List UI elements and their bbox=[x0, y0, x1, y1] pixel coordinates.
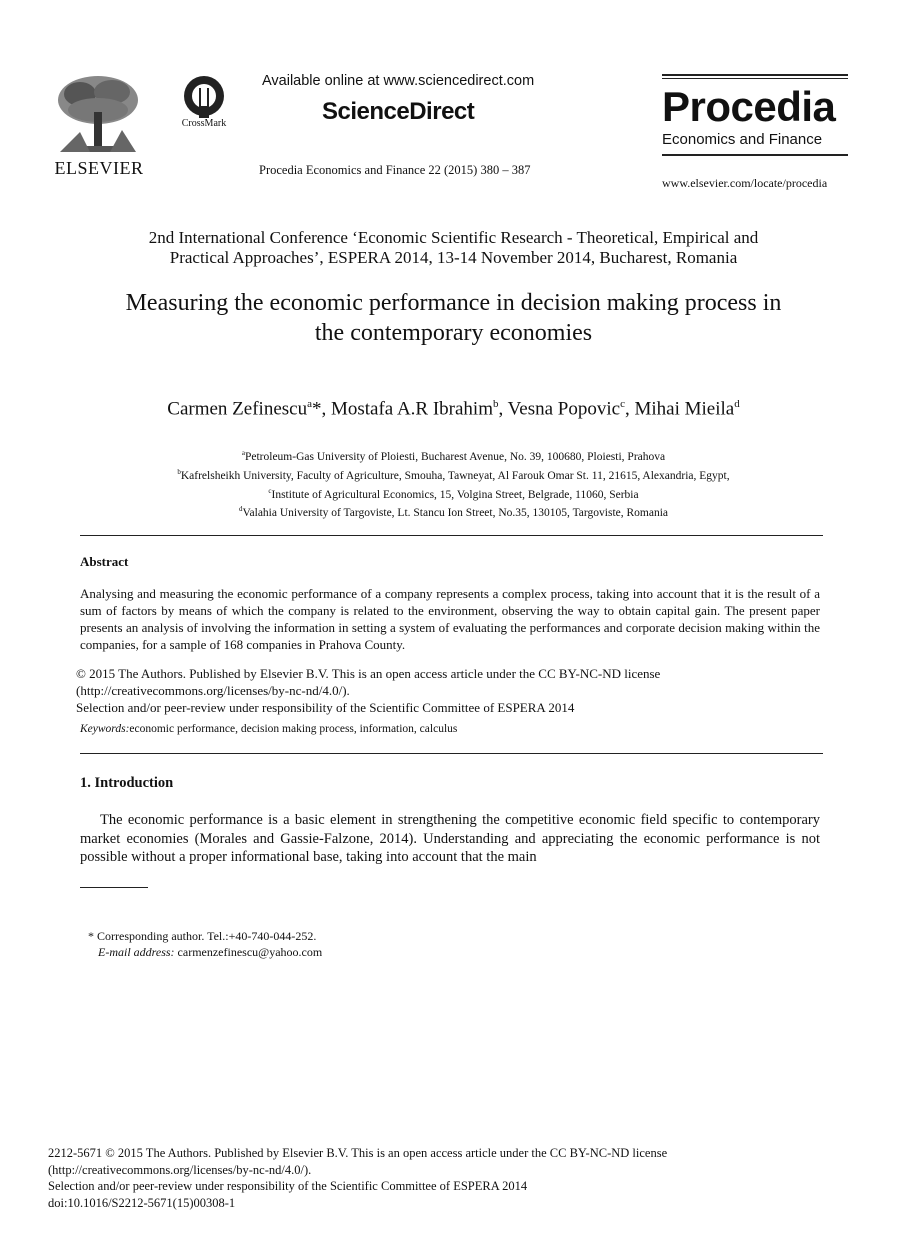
footer-link[interactable]: (http://creativecommons.org/licenses/by-nc-nd/4.0/). bbox=[48, 1162, 312, 1177]
procedia-rule-top2 bbox=[662, 78, 848, 79]
footnote bbox=[88, 928, 322, 960]
crossmark-label: CrossMark bbox=[181, 118, 227, 129]
issn-footer bbox=[48, 1145, 808, 1211]
abstract-rule-top bbox=[80, 535, 823, 536]
title-line: Measuring the economic performance in decision making process in bbox=[125, 290, 782, 316]
license-line: Selection and/or peer-review under responsibility of the Scientific Committee of ESPERA 2014 bbox=[76, 700, 575, 715]
license-link[interactable]: (http://creativecommons.org/licenses/by-nc-nd/4.0/). bbox=[76, 683, 350, 698]
abstract-body: Analysing and measuring the economic performance of a company represents a complex process, taking into account that it is the result of a sum of factors by means of which the company is related to the environment, observing the way to obtain capital gain. The present paper presents an analysis of involving the information in setting a system of evaluating the performances and corporate decision making within the companies, for a sample of 168 companies in Prahova County. bbox=[80, 586, 820, 652]
author-list bbox=[60, 398, 847, 420]
title-line: the contemporary economies bbox=[314, 320, 593, 346]
author-separator: , bbox=[624, 398, 635, 420]
affiliation: $^b$Kafrelsheikh University, Faculty of Agriculture, Smouha, Tawneyat, Al Farouk Omar St. 11, 21615, Alexandria, Egypt, bbox=[177, 467, 730, 482]
author-separator: *, bbox=[311, 398, 331, 420]
keywords-label: Keywords: bbox=[80, 723, 130, 735]
doi[interactable]: doi:10.1016/S2212-5671(15)00308-1 bbox=[48, 1195, 236, 1210]
license-block bbox=[76, 665, 821, 716]
author-affil-mark: b bbox=[493, 398, 499, 410]
affiliation: $^c$Institute of Agricultural Economics, 15, Volgina Street, Belgrade, 11060, Serbia bbox=[268, 486, 639, 501]
section-heading: 1. Introduction bbox=[80, 775, 174, 791]
procedia-rule-bottom bbox=[662, 154, 848, 156]
affiliation-list bbox=[60, 446, 847, 521]
footer-line: Selection and/or peer-review under responsibility of the Scientific Committee of ESPERA 2014 bbox=[48, 1179, 528, 1193]
paper-title bbox=[60, 288, 847, 348]
procedia-subtitle: Economics and Finance bbox=[662, 131, 823, 148]
author-name: Carmen Zefinescu bbox=[167, 398, 308, 420]
elsevier-wordmark: ELSEVIER bbox=[54, 158, 144, 178]
conference-name bbox=[60, 228, 847, 268]
conference-line: Practical Approaches’, ESPERA 2014, 13-14 November 2014, Bucharest, Romania bbox=[169, 248, 738, 267]
footer-line: 2212-5671 © 2015 The Authors. Published by Elsevier B.V. This is an open access article under the CC BY-NC-ND license bbox=[48, 1146, 668, 1160]
author-name: Mihai Mieila bbox=[634, 398, 735, 420]
email-address[interactable]: carmenzefinescu@yahoo.com bbox=[177, 945, 323, 959]
sciencedirect-logo: ScienceDirect bbox=[322, 98, 475, 125]
affiliation: $^a$Petroleum-Gas University of Ploiesti, Bucharest Avenue, No. 39, 100680, Ploiesti, Prahova bbox=[241, 449, 666, 463]
available-online: Available online at www.sciencedirect.com bbox=[262, 73, 535, 89]
journal-reference: Procedia Economics and Finance 22 (2015) 380 – 387 bbox=[259, 163, 531, 177]
section-body: The economic performance is a basic element in strengthening the competitive economic field specific to contemporary market economies (Morales and Gassie-Falzone, 2014). Understanding and appreciating the economic performance is not possible without a proper informational base, taking into account that the main bbox=[80, 812, 820, 865]
author-affil-mark: a bbox=[307, 398, 312, 410]
abstract-rule-bottom bbox=[80, 753, 823, 754]
procedia-logo bbox=[662, 74, 848, 158]
footnote-rule bbox=[80, 887, 148, 888]
affiliation: $^d$Valahia University of Targoviste, Lt. Stancu Ion Street, No.35, 130105, Targoviste, Romania bbox=[238, 505, 669, 520]
keywords bbox=[80, 723, 457, 735]
author-affil-mark: d bbox=[734, 398, 740, 410]
license-line: © 2015 The Authors. Published by Elsevier B.V. This is an open access article under the CC BY-NC-ND license bbox=[76, 666, 661, 681]
corresponding-author: * Corresponding author. Tel.:+40-740-044-252. bbox=[88, 929, 317, 943]
keywords-text: economic performance, decision making process, information, calculus bbox=[129, 723, 458, 735]
conference-line: 2nd International Conference ‘Economic Scientific Research - Theoretical, Empirical and bbox=[148, 228, 759, 247]
author-name: Mostafa A.R Ibrahim bbox=[330, 398, 493, 420]
author-name: Vesna Popovic bbox=[507, 398, 621, 420]
abstract-heading: Abstract bbox=[80, 554, 129, 569]
author-separator: , bbox=[498, 398, 508, 420]
author-affil-mark: c bbox=[620, 398, 625, 410]
email-label: E-mail address: bbox=[98, 945, 175, 959]
procedia-rule-top bbox=[662, 74, 848, 76]
procedia-url[interactable]: www.elsevier.com/locate/procedia bbox=[662, 176, 828, 190]
procedia-title: Procedia bbox=[662, 83, 836, 130]
